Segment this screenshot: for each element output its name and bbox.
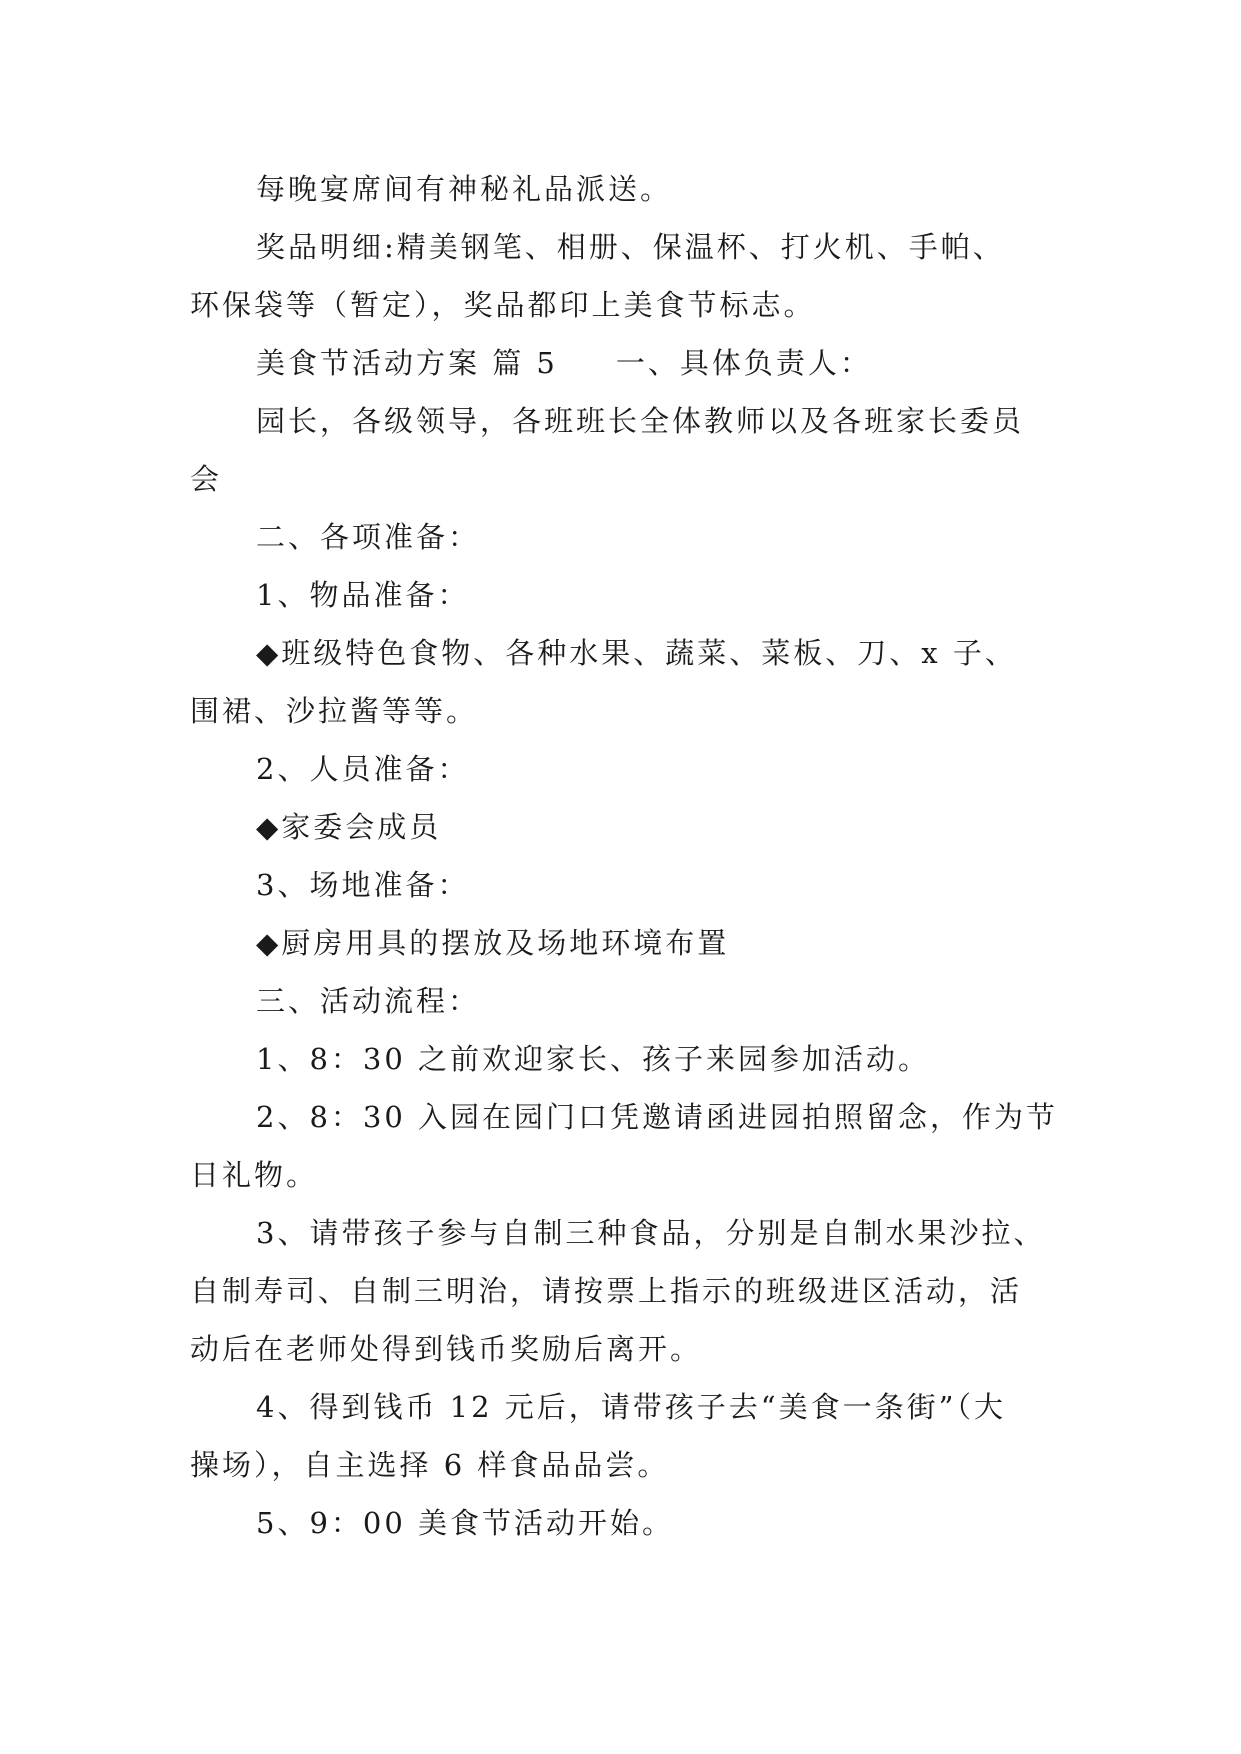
paragraph-line: 动后在老师处得到钱币奖励后离开。	[190, 1332, 703, 1366]
section-title-line	[190, 334, 1050, 392]
section-heading: 一、具体负责人：	[615, 346, 872, 380]
paragraph-line: 园长，各级领导，各班班长全体教师以及各班家长委员	[256, 404, 1025, 438]
bullet-line: ◆班级特色食物、各种水果、蔬菜、菜板、刀、x 子、	[256, 636, 1017, 670]
bullet-line: ◆厨房用具的摆放及场地环境布置	[256, 926, 730, 960]
paragraph-line: 4、得到钱币 12 元后，请带孩子去“美食一条街”（大	[256, 1390, 1006, 1424]
paragraph-line: 2、8：30 入园在园门口凭邀请函进园拍照留念，作为节	[256, 1100, 1059, 1134]
paragraph-line: 日礼物。	[190, 1158, 319, 1192]
paragraph-line: 5、9：00 美食节活动开始。	[256, 1506, 675, 1540]
document-body	[190, 160, 1059, 1552]
paragraph-line: 3、请带孩子参与自制三种食品，分别是自制水果沙拉、	[256, 1216, 1046, 1250]
paragraph-line: 会	[190, 462, 223, 496]
paragraph-line: 围裙、沙拉酱等等。	[190, 694, 479, 728]
subheading-line: 2、人员准备：	[256, 752, 470, 786]
heading-line: 二、各项准备：	[256, 520, 481, 554]
section-title: 美食节活动方案 篇 5	[256, 346, 558, 380]
paragraph-line: 操场），自主选择 6 样食品品尝。	[190, 1448, 670, 1482]
paragraph-line: 奖品明细:精美钢笔、相册、保温杯、打火机、手帕、	[256, 230, 1005, 264]
heading-line: 三、活动流程：	[256, 984, 481, 1018]
bullet-line: ◆家委会成员	[256, 810, 442, 844]
subheading-line: 1、物品准备：	[256, 578, 470, 612]
paragraph-line: 环保袋等（暂定），奖品都印上美食节标志。	[190, 288, 816, 322]
paragraph-line: 每晚宴席间有神秘礼品派送。	[256, 172, 673, 206]
paragraph-line: 1、8：30 之前欢迎家长、孩子来园参加活动。	[256, 1042, 931, 1076]
subheading-line: 3、场地准备：	[256, 868, 470, 902]
paragraph-line: 自制寿司、自制三明治，请按票上指示的班级进区活动，活	[190, 1274, 1023, 1308]
